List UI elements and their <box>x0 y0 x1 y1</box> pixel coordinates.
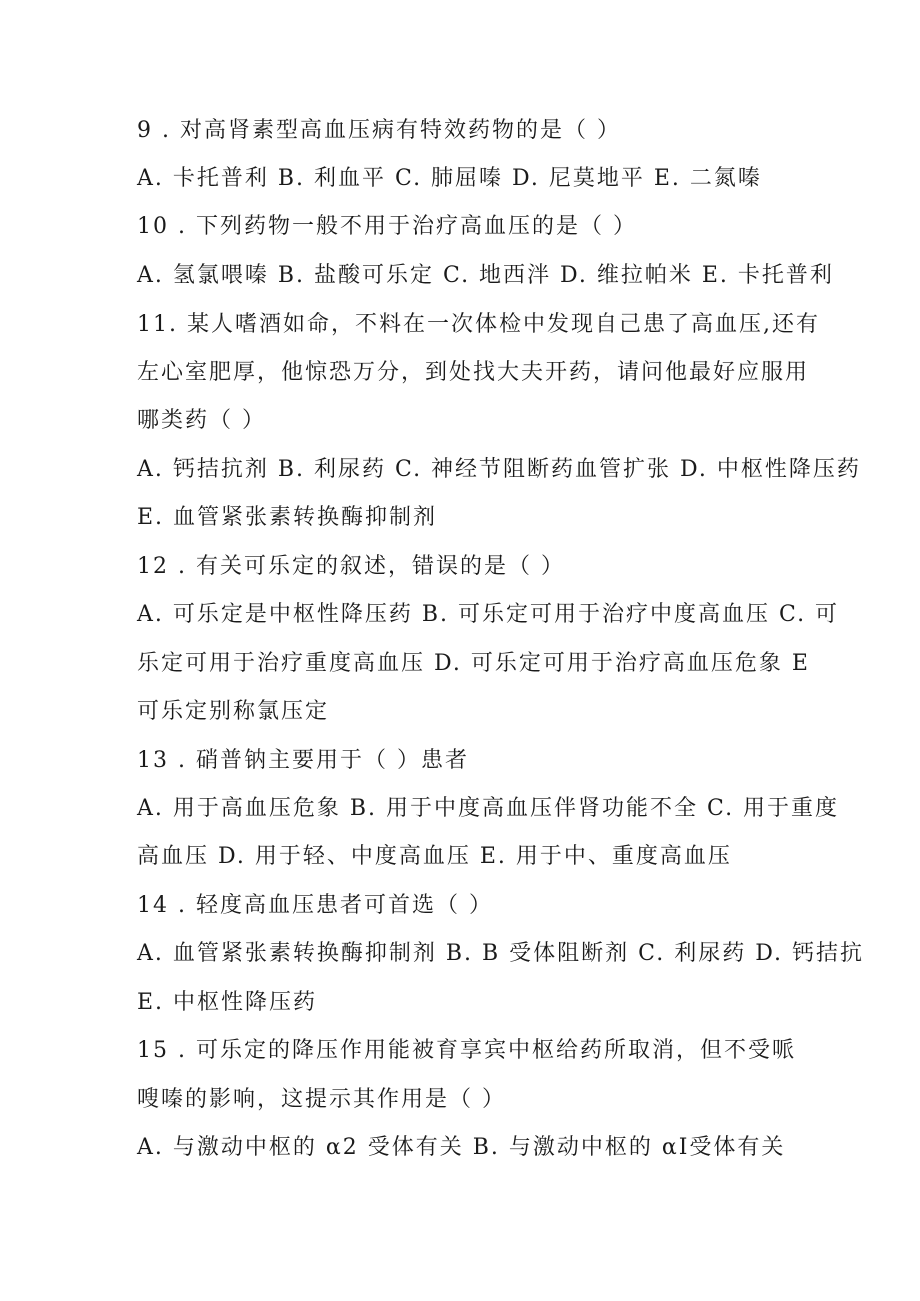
question-15-options-line-1: A. 与激动中枢的 α2 受体有关 B. 与激动中枢的 αⅠ受体有关 <box>137 1135 786 1160</box>
question-12-options-line-1: A. 可乐定是中枢性降压药 B. 可乐定可用于治疗中度高血压 C. 可 <box>137 602 840 627</box>
question-10-stem: 10 . 下列药物一般不用于治疗高血压的是（ ） <box>137 214 637 239</box>
question-14-options-line-1: A. 血管紧张素转换酶抑制剂 B. B 受体阻断剂 C. 利尿药 D. 钙拮抗 <box>137 941 865 966</box>
question-12-options-line-3: 可乐定别称氯压定 <box>137 699 330 724</box>
question-9-stem: 9 . 对高肾素型高血压病有特效药物的是（ ） <box>137 118 621 143</box>
question-13-stem: 13 . 硝普钠主要用于（ ）患者 <box>137 748 469 773</box>
question-11-stem-line-3: 哪类药（ ） <box>137 408 266 433</box>
question-15-stem-line-1: 15 . 可乐定的降压作用能被育享宾中枢给药所取消，但不受哌 <box>137 1038 796 1063</box>
question-13-options-line-1: A. 用于高血压危象 B. 用于中度高血压伴肾功能不全 C. 用于重度 <box>137 796 840 821</box>
question-9-options: A. 卡托普利 B. 利血平 C. 肺屈嗪 D. 尼莫地平 E. 二氮嗪 <box>137 166 762 191</box>
question-11-stem-line-2: 左心室肥厚，他惊恐万分，到处找大夫开药，请问他最好应服用 <box>137 360 810 385</box>
question-11-options-line-1: A. 钙拮抗剂 B. 利尿药 C. 神经节阻断药血管扩张 D. 中枢性降压药 <box>137 457 861 482</box>
question-14-stem: 14 . 轻度高血压患者可首选（ ） <box>137 893 493 918</box>
question-14-options-line-2: E. 中枢性降压药 <box>137 990 318 1015</box>
question-11-stem-line-1: 11. 某人嗜酒如命，不料在一次体检中发现自己患了高血压,还有 <box>137 312 820 337</box>
question-13-options-line-2: 高血压 D. 用于轻、中度高血压 E. 用于中、重度高血压 <box>137 844 732 869</box>
question-12-stem: 12 . 有关可乐定的叙述，错误的是（ ） <box>137 554 565 579</box>
question-10-options: A. 氢氯喂嗪 B. 盐酸可乐定 C. 地西泮 D. 维拉帕米 E. 卡托普利 <box>137 263 834 288</box>
question-11-options-line-2: E. 血管紧张素转换酶抑制剂 <box>137 505 438 530</box>
question-12-options-line-2: 乐定可用于治疗重度高血压 D. 可乐定可用于治疗高血压危象 E <box>137 651 810 676</box>
question-15-stem-line-2: 嗖嗪的影响，这提示其作用是（ ） <box>137 1087 506 1112</box>
